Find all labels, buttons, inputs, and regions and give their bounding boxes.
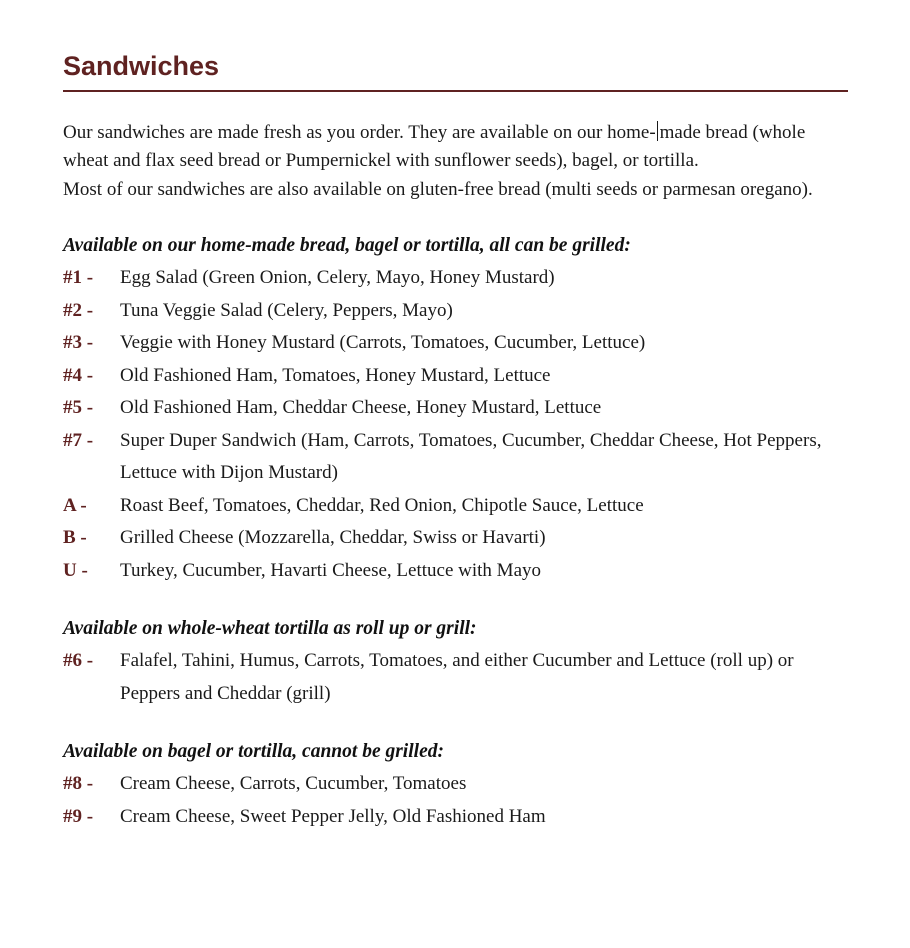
menu-item-a [63,490,848,523]
menu-item-label: A - [63,494,87,516]
menu-item-3 [63,327,848,360]
menu-item-text: Cream Cheese, Sweet Pepper Jelly, Old Fashioned Ham [120,805,546,827]
section-heading-bagel-or-tortilla: Available on bagel or tortilla, cannot be grilled: [63,741,444,763]
menu-item-text: Old Fashioned Ham, Tomatoes, Honey Mustard, Lettuce [120,364,551,386]
menu-item-label: #1 - [63,267,94,289]
menu-item-text: Egg Salad (Green Onion, Celery, Mayo, Honey Mustard) [120,267,555,289]
menu-item-label: #7 - [63,429,94,451]
section-whole-wheat-tortilla [63,614,848,710]
menu-item-4 [63,360,848,393]
menu-item-label: B - [63,527,87,549]
menu-item-6 [63,645,848,710]
menu-item-text: Turkey, Cucumber, Havarti Cheese, Lettuce with Mayo [120,559,542,581]
menu-item-label: #8 - [63,773,94,795]
section-heading-home-made-bread: Available on our home-made bread, bagel or tortilla, all can be grilled: [63,235,631,257]
menu-item-text: Falafel, Tahini, Humus, Carrots, Tomatoes, and either Cucumber and Lettuce (roll up) or Peppers and Cheddar (grill) [120,650,794,704]
section-home-made-bread [63,231,848,587]
menu-item-text: Old Fashioned Ham, Cheddar Cheese, Honey Mustard, Lettuce [120,397,602,419]
menu-item-7 [63,425,848,490]
menu-item-text: Cream Cheese, Carrots, Cucumber, Tomatoes [120,773,467,795]
menu-item-text: Grilled Cheese (Mozzarella, Cheddar, Swiss or Havarti) [120,527,546,549]
title-rule [63,90,848,92]
menu-item-5 [63,392,848,425]
menu-item-9 [63,801,848,834]
menu-item-label: #5 - [63,397,94,419]
section-bagel-or-tortilla [63,737,848,833]
intro-text-after-cursor: made bread (whole wheat and flax seed bread or Pumpernickel with sunflower seeds), bagel, or tortilla. [63,121,806,172]
menu-item-label: #2 - [63,299,94,321]
intro-text-before-cursor: Our sandwiches are made fresh as you order. They are available on our home- [63,121,656,143]
menu-item-text: Tuna Veggie Salad (Celery, Peppers, Mayo) [120,299,453,321]
menu-item-1 [63,262,848,295]
text-cursor [657,121,658,141]
section-heading-whole-wheat-tortilla: Available on whole-wheat tortilla as roll up or grill: [63,618,477,640]
menu-item-text: Roast Beef, Tomatoes, Cheddar, Red Onion, Chipotle Sauce, Lettuce [120,494,644,516]
menu-item-label: #6 - [63,650,94,672]
menu-item-label: #4 - [63,364,94,386]
menu-item-label: #3 - [63,332,94,354]
menu-item-2 [63,295,848,328]
page-title: Sandwiches [63,51,220,81]
menu-item-label: #9 - [63,805,94,827]
menu-item-8 [63,768,848,801]
menu-item-text: Super Duper Sandwich (Ham, Carrots, Tomatoes, Cucumber, Cheddar Cheese, Hot Peppers, Lettuce with Dijon Mustard) [120,429,822,484]
menu-item-label: U - [63,559,88,581]
intro-paragraph-1 [63,119,848,176]
menu-item-text: Veggie with Honey Mustard (Carrots, Tomatoes, Cucumber, Lettuce) [120,332,646,354]
menu-item-b [63,522,848,555]
menu-item-u [63,555,848,588]
intro-paragraph-2: Most of our sandwiches are also available on gluten-free bread (multi seeds or parmesan oregano). [63,178,813,200]
